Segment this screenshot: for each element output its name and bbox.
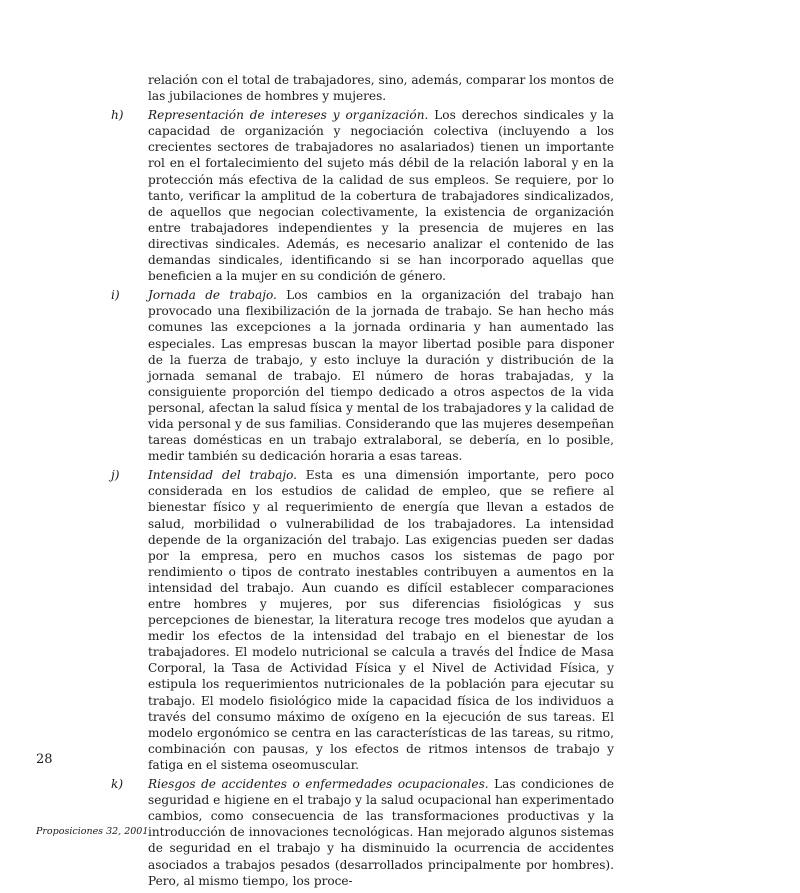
item-label: h) [111,108,124,123]
text-column [111,72,614,889]
list-item-i [111,287,614,464]
footer-citation: Proposiciones 32, 2001 [36,826,149,837]
item-label: i) [111,288,120,303]
item-body: Las condiciones de seguridad e higiene en el trabajo y la salud ocupacional han experimentado cambios, como consecuencia de las transformaciones productivas y la introducción de innovaciones tecnológicas. Han mejorado algunos sistemas de seguridad en el trabajo y ha disminuido la ocurrencia de accidentes asociados a trabajos pesados (desarrollados principalmente por hombres). Pero, al mismo tiempo, los proce- [148,777,614,888]
item-label: j) [111,468,120,483]
list-item-h [111,107,614,284]
item-paragraph [148,467,614,773]
intro-paragraph: relación con el total de trabajadores, sino, además, comparar los montos de las jubilaciones de hombres y mujeres. [148,73,614,104]
item-title: Representación de intereses y organización. [148,108,429,123]
item-title: Intensidad del trabajo. [148,468,297,483]
item-label: k) [111,777,124,792]
item-body: Esta es una dimensión importante, pero poco considerada en los estudios de calidad de empleo, que se refiere al bienestar físico y al requerimiento de energía que llevan a estados de salud, morbilidad o vulnerabilidad de los trabajadores. La intensidad depende de la organización del trabajo. Las exigencias pueden ser dadas por la empresa, pero en muchos casos los sistemas de pago por rendimiento o tipos de contrato inestables contribuyen a aumentos en la intensidad del trabajo. Aun cuando es difícil establecer comparaciones entre hombres y mujeres, por sus diferencias fisiológicas y sus percepciones de bienestar, la literatura recoge tres modelos que ayudan a medir los efectos de la intensidad del trabajo en el bienestar de los trabajadores. El modelo nutricional se calcula a través del Índice de Masa Corporal, la Tasa de Actividad Física y el Nivel de Actividad Física, y estipula los requerimientos nutricionales de la población para ejecutar su trabajo. El modelo fisiológico mide la capacidad física de los individuos a través del consumo máximo de oxígeno en la ejecución de sus tareas. El modelo ergonómico se centra en las características de las tareas, su ritmo, combinación con pausas, y los efectos de ritmos intensos de trabajo y fatiga en el sistema oseomuscular. [148,468,614,772]
page-number: 28 [36,752,53,767]
item-body: Los derechos sindicales y la capacidad de organización y negociación colectiva (incluyendo a los crecientes sectores de trabajadores no asalariados) tienen un importante rol en el fortalecimiento del sujeto más débil de la relación laboral y en la protección más efectiva de la calidad de sus empleos. Se requiere, por lo tanto, verificar la amplitud de la cobertura de trabajadores sindicalizados, de aquellos que negocian colectivamente, la existencia de organización entre trabajadores independientes y la presencia de mujeres en las directivas sindicales. Además, es necesario analizar el contenido de las demandas sindicales, identificando si se han incorporado aquellas que beneficien a la mujer en su condición de género. [148,108,614,284]
item-paragraph [148,107,614,284]
item-paragraph [148,287,614,464]
list-item-k [111,776,614,889]
item-title: Riesgos de accidentes o enfermedades ocupacionales. [148,777,489,792]
list-item-j [111,467,614,773]
item-paragraph [148,776,614,889]
item-title: Jornada de trabajo. [148,288,277,303]
item-body: Los cambios en la organización del trabajo han provocado una flexibilización de la jornada de trabajo. Se han hecho más comunes las excepciones a la jornada ordinaria y han aumentado las especiales. Las empresas buscan la mayor libertad posible para disponer de la fuerza de trabajo, y esto incluye la duración y distribución de la jornada semanal de trabajo. El número de horas trabajadas, y la consiguiente proporción del tiempo dedicado a otros aspectos de la vida personal, afectan la salud física y mental de los trabajadores y la calidad de vida personal y de sus familias. Considerando que las mujeres desempeñan tareas domésticas en un trabajo extralaboral, se debería, en lo posible, medir también su dedicación horaria a esas tareas. [148,288,614,464]
